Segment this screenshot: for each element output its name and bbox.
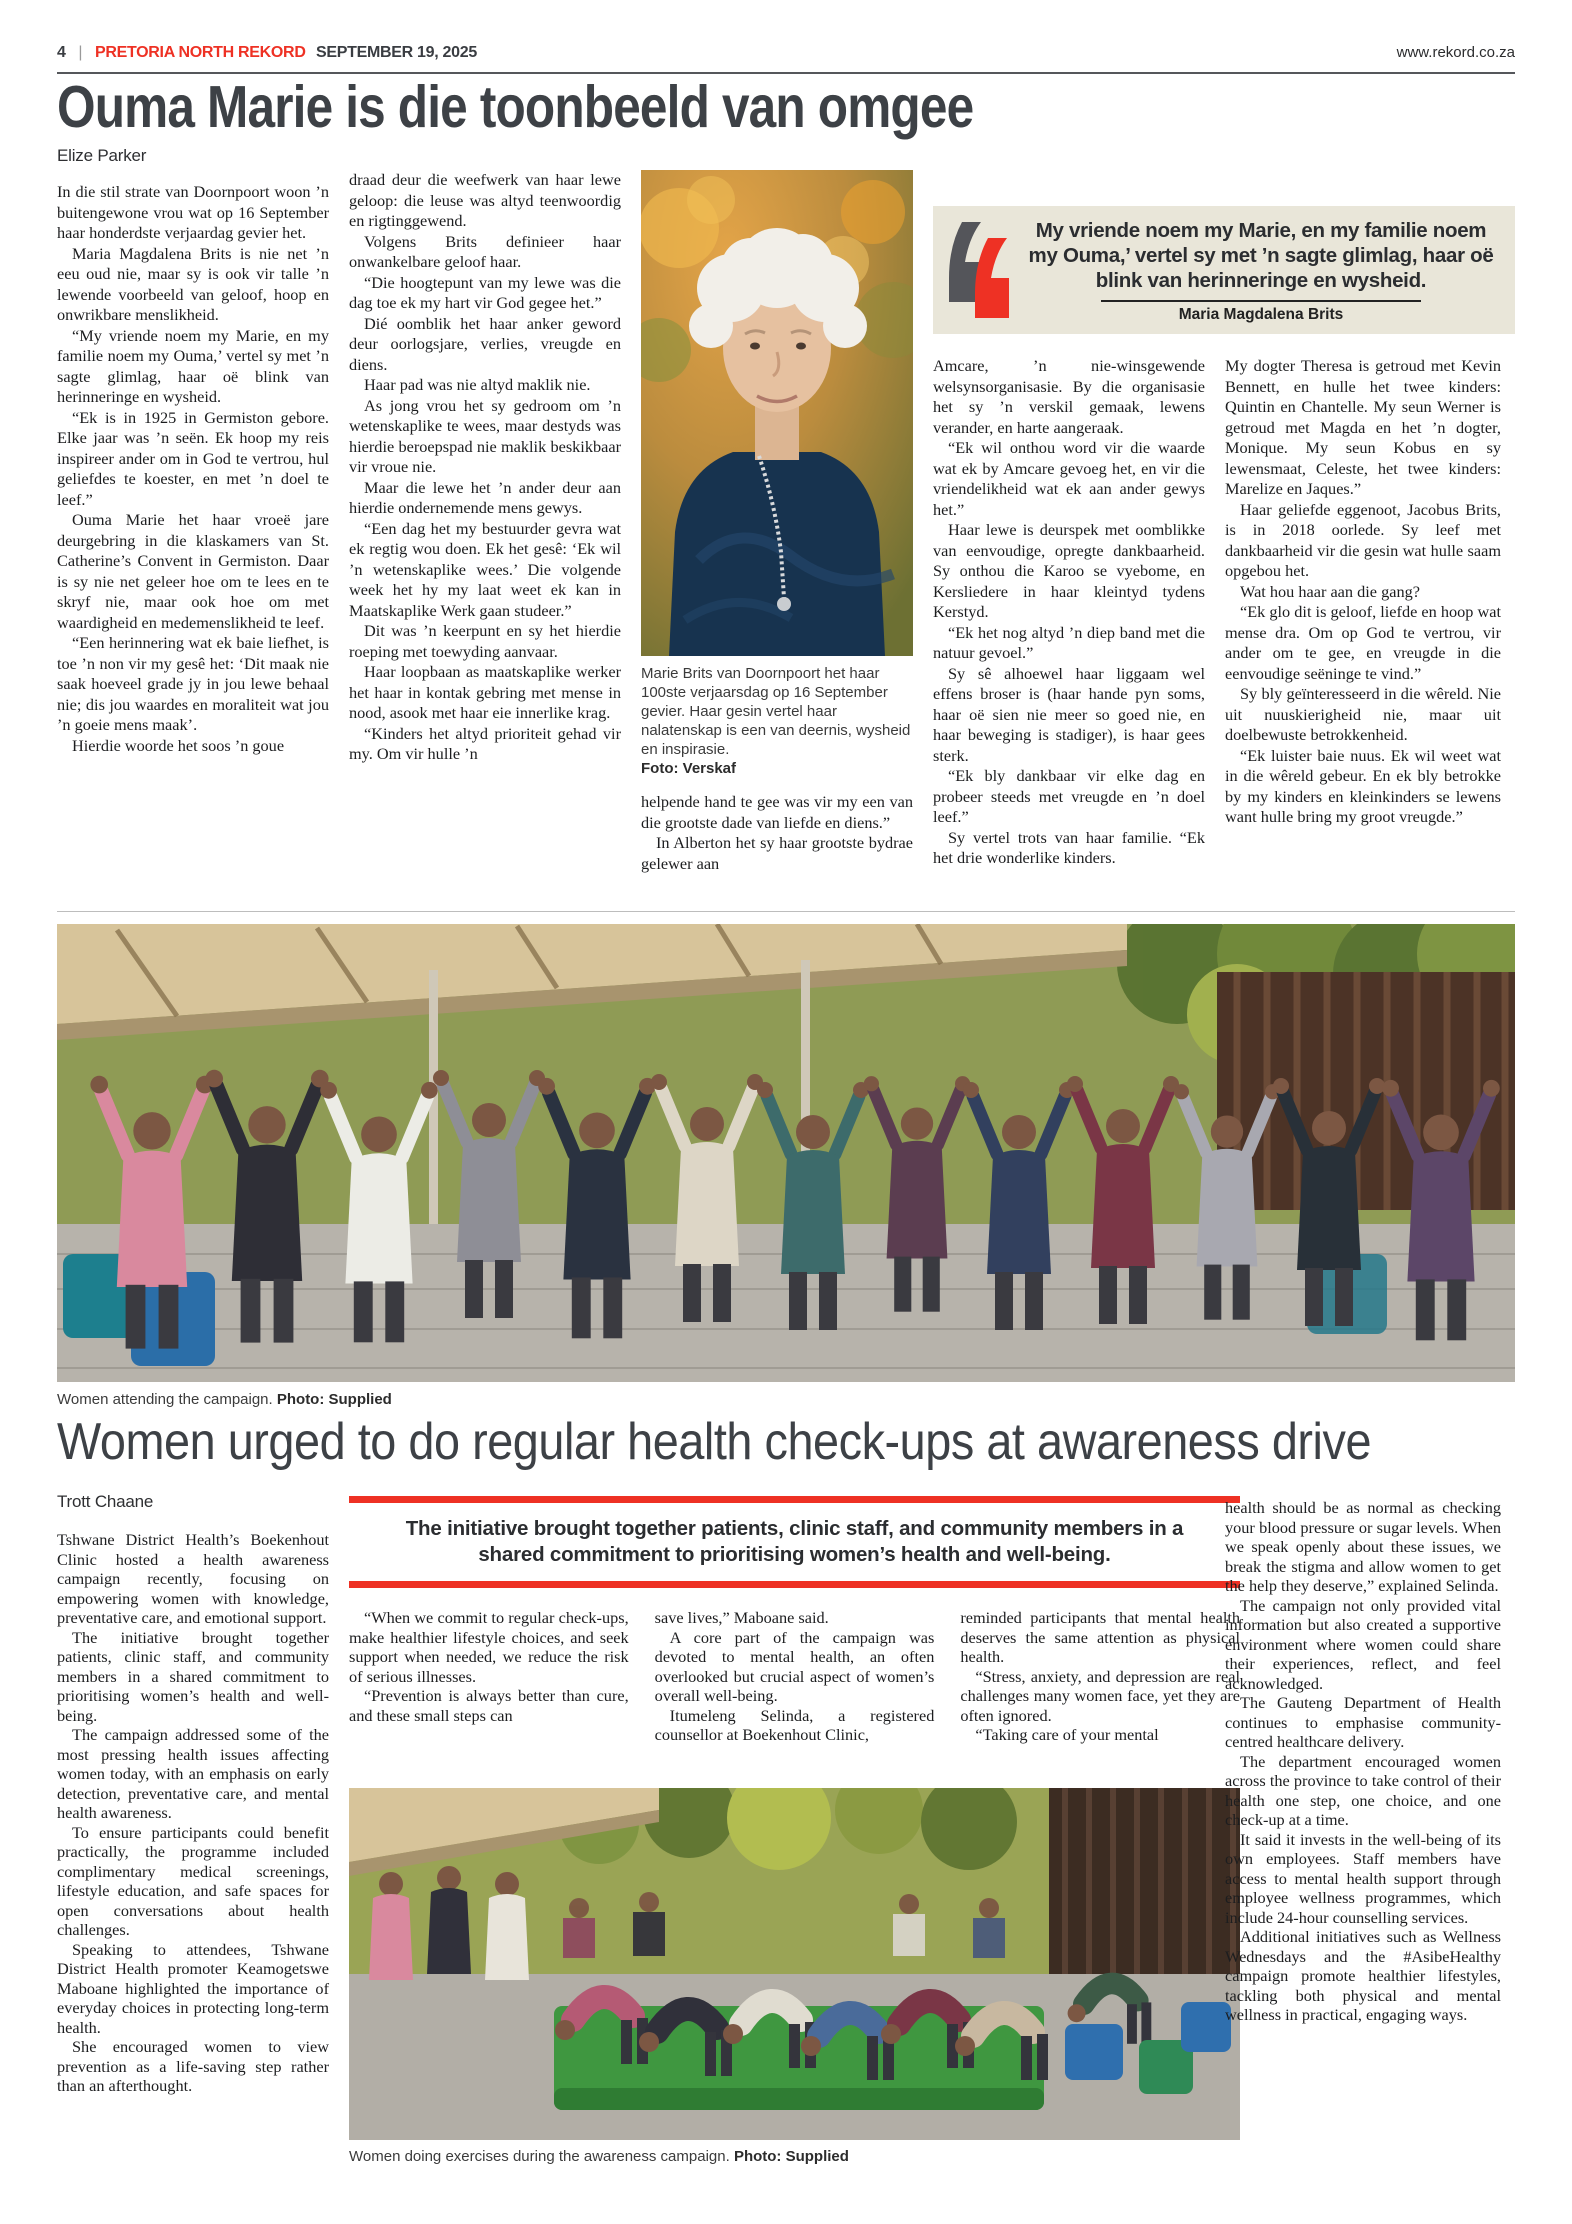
paragraph: The department encouraged women across the province to take control of their health one step, one choice, and one check-up at a time. xyxy=(1225,1751,1501,1829)
paragraph: Speaking to attendees, Tshwane District Health promoter Keamogetswe Maboane highlighted the importance of everyday choices in protecting long-term health. xyxy=(57,1939,329,2037)
paragraph: She encouraged women to view prevention as a life-saving step rather than an afterthought. xyxy=(57,2037,329,2095)
photo-exercise-session xyxy=(349,1788,1240,2140)
paragraph: The campaign addressed some of the most pressing health issues affecting women today, with an emphasis on early detection, preventative care, and mental health awareness. xyxy=(57,1725,329,1822)
article1-column-2 xyxy=(349,170,621,765)
paragraph: As jong vrou het sy gedroom om ’n wetenskaplike te wees, maar destyds was hierdie beroepspad nie maklik beskikbaar vir vroue nie. xyxy=(349,395,621,476)
paragraph: Additional initiatives such as Wellness Wednesdays and the #AsibeHealthy campaign promote healthier lifestyles, tackling both physical and mental wellness in practical, engaging ways. xyxy=(1225,1927,1501,2024)
article2-middle-columns xyxy=(349,1608,1240,1745)
article1-column-5 xyxy=(1225,356,1501,828)
paragraph: “Ek wil onthou word vir die waarde wat ek by Amcare gevoeg het, en vir die vriendelikheid wat ek aan ander gewys het.” xyxy=(933,438,1205,519)
article1-column-4 xyxy=(933,356,1205,869)
paragraph: save lives,” Maboane said. xyxy=(654,1608,829,1627)
article1-headline: Ouma Marie is die toonbeeld van omgee xyxy=(57,74,974,140)
photo1-caption xyxy=(57,1390,1515,1409)
paragraph: Maria Magdalena Brits is nie net ’n eeu oud nie, maar sy is ook vir talle ’n lewende voorbeeld van geloof, hoop en onwrikbare menslikheid. xyxy=(57,243,329,324)
header-separator: | xyxy=(78,44,83,61)
photo1-caption-text: Women attending the campaign. xyxy=(57,1391,277,1408)
article2-column-3 xyxy=(655,1608,935,1745)
paragraph: Tshwane District Health’s Boekenhout Clinic hosted a health awareness campaign recently, focusing on empowering women with knowledge, preventative care, and emotional support. xyxy=(57,1530,329,1627)
publication-name: PRETORIA NORTH REKORD xyxy=(94,44,306,61)
paragraph: The Gauteng Department of Health continues to emphasise community-centred healthcare delivery. xyxy=(1225,1693,1501,1751)
paragraph: “Kinders het altyd prioriteit gehad vir my. Om vir hulle ’n xyxy=(349,723,621,763)
section-divider xyxy=(57,911,1515,912)
paragraph: “Een herinnering wat ek baie liefhet, is toe ’n non vir my gesê het: ‘Dit maak nie saak hoeveel grade jy in jou lewe behaal nie; dis jou waardes en moraliteit wat jou ’n goeie mens maak’. xyxy=(57,633,329,734)
paragraph: Haar lewe is deurspek met oomblikke van eenvoudige, opregte dankbaarheid. Sy onthou die Karoo se vyebome, en Kersliedere in haar kleintyd tydens Kerstyd. xyxy=(933,520,1205,621)
paragraph: Sy bly geïnteresseerd in die wêreld. Nie uit nuuskierigheid nie, maar uit doelbewuste betrokkenheid. xyxy=(1225,684,1501,744)
article2-column-1 xyxy=(57,1530,329,2096)
portrait-caption-credit: Foto: Verskaf xyxy=(641,760,737,777)
article2-column-2 xyxy=(349,1608,629,1745)
issue-date: SEPTEMBER 19, 2025 xyxy=(316,44,477,61)
article1-byline: Elize Parker xyxy=(57,146,147,165)
page-header xyxy=(57,44,1515,62)
paragraph: Amcare, ’n nie-winsgewende welsynsorganisasie. By die organisasie het sy ’n verskil gemaak, lewens verander, en harte aangeraak. xyxy=(933,356,1205,437)
paragraph: Haar pad was nie altyd maklik nie. xyxy=(364,375,591,394)
paragraph: reminded participants that mental health deserves the same attention as physical health. xyxy=(960,1608,1241,1666)
page-header-left xyxy=(57,44,477,62)
paragraph: “Ek glo dit is geloof, liefde en hoop wat mense dra. Om op God te vertrou, vir ander om te gee, en vreugde in die eenvoudige seëninge te vind.” xyxy=(1225,602,1501,683)
paragraph: health should be as normal as checking your blood pressure or sugar levels. When we speak openly about these issues, we break the stigma and allow women to get the help they deserve,” explained Selinda. xyxy=(1225,1498,1501,1595)
paragraph: “Ek luister baie nuus. Ek wil weet wat in die wêreld gebeur. En ek bly betrokke by my kinders en kleinkinders se lewens want hulle bring my groot vreugde.” xyxy=(1225,745,1501,826)
paragraph: Dit was ’n keerpunt en sy het hierdie roeping met toewyding aanvaar. xyxy=(349,621,621,661)
article1-column-1 xyxy=(57,146,329,756)
article2-column-5 xyxy=(1225,1498,1501,2025)
paragraph: In Alberton het sy haar grootste bydrae gelewer aan xyxy=(641,833,913,873)
paragraph: “Ek is in 1925 in Germiston gebore. Elke jaar was ’n seën. Ek hoop my reis inspireer ander om in God te vertrou, hul geliefdes te koester, en met ’n doel te leef.” xyxy=(57,407,329,509)
paragraph: Ouma Marie het haar vroeë jare deurgebring in die klaskamers van St. Catherine’s Convent in Germiston. Daar is sy nie net geleer hoe om te lees en te skryf nie, maar ook hoe om met waardigheid en medemenslikheid te leef. xyxy=(57,510,329,632)
paragraph: “Een dag het my bestuurder gevra wat ek regtig wou doen. Ek het gesê: ‘Ek wil ’n wetenskaplike wees.’ Die volgende week het hy my laat weet ek kan in Maatskaplike Werk gaan studeer.” xyxy=(349,518,621,620)
quote-icon xyxy=(947,222,1011,320)
paragraph: “Stress, anxiety, and depression are real challenges many women face, yet they are often ignored. xyxy=(960,1666,1241,1725)
article2-pullquote xyxy=(349,1496,1240,1588)
paragraph: Dié oomblik het haar anker geword deur oorlogsjare, verlies, vreugde en diens. xyxy=(349,313,621,374)
paragraph: The initiative brought together patients, clinic staff, and community members in a shared commitment to prioritising women’s health and well-being. xyxy=(57,1627,329,1725)
paragraph: The campaign not only provided vital information but also created a supportive environment where women could share their experiences, reflect, and feel acknowledged. xyxy=(1225,1595,1501,1693)
article2-column-4 xyxy=(960,1608,1240,1745)
article2-byline: Trott Chaane xyxy=(57,1492,154,1511)
paragraph: Haar loopbaan as maatskaplike werker het haar in kontak gebring met mense in nood, asook met haar eie innerlike krag. xyxy=(349,662,621,722)
article2-pullquote-text: The initiative brought together patients, clinic staff, and community members in a shared commitment to prioritising women’s health and well-being. xyxy=(405,1517,1184,1566)
pullquote-divider xyxy=(1101,300,1422,302)
portrait-caption-text: Marie Brits van Doornpoort het haar 100ste verjaarsdag op 16 September gevier. Haar gesin vertel haar nalatenskap is een van deernis, wysheid en inspirasie. xyxy=(641,665,911,758)
portrait-caption xyxy=(641,664,913,778)
paragraph: “Ek bly dankbaar vir elke dag en probeer steeds met vreugde en ’n doel leef.” xyxy=(933,766,1205,826)
pullquote-attribution: Maria Magdalena Brits xyxy=(1178,306,1344,323)
paragraph: To ensure participants could benefit practically, the programme included complimentary medical screenings, lifestyle education, and safe spaces for open conversations about health challenges. xyxy=(57,1822,329,1939)
article2-headline: Women urged to do regular health check-ups at awareness drive xyxy=(57,1413,1372,1471)
paragraph: “When we commit to regular check-ups, make healthier lifestyle choices, and seek support when needed, we reduce the risk of serious illnesses. xyxy=(349,1608,629,1686)
paragraph: In die stil strate van Doornpoort woon ’n buitengewone vrou wat op 16 September haar honderdste verjaardag gevier het. xyxy=(57,182,329,242)
page-number: 4 xyxy=(57,44,66,61)
article1-column-3 xyxy=(641,170,913,874)
photo-campaign-attendees xyxy=(57,924,1515,1382)
photo2-caption xyxy=(349,2147,1240,2166)
article1-col3-text xyxy=(641,792,913,874)
photo2-caption-text: Women doing exercises during the awareness campaign. xyxy=(349,2148,734,2165)
paragraph: Itumeleng Selinda, a registered counsellor at Boekenhout Clinic, xyxy=(654,1705,935,1744)
paragraph: “Prevention is always better than cure, and these small steps can xyxy=(349,1686,629,1725)
photo2-caption-credit: Photo: Supplied xyxy=(733,2148,849,2165)
paragraph: Sy vertel trots van haar familie. “Ek het drie wonderlike kinders. xyxy=(933,827,1205,867)
paragraph: “Taking care of your mental xyxy=(975,1725,1159,1744)
paragraph: Wat hou haar aan die gang? xyxy=(1240,581,1420,601)
paragraph: Hierdie woorde het soos ’n goue xyxy=(72,735,285,755)
article1-col1-text xyxy=(57,182,329,756)
paragraph: helpende hand te gee was vir my een van die grootste dade van liefde en diens.” xyxy=(641,792,913,832)
paragraph: Volgens Brits definieer haar onwankelbare geloof haar. xyxy=(349,231,621,271)
paragraph: My dogter Theresa is getroud met Kevin Bennett, en hulle het twee kinders: Quintin en Chantelle. My seun Werner is getroud met Magda en het ’n dogter, Monique. My seun Kobus en sy lewensmaat, Celeste, het twee kinders: Marelize en Jaques.” xyxy=(1225,356,1501,498)
article1-pullquote xyxy=(933,206,1515,334)
paragraph: Haar geliefde eggenoot, Jacobus Brits, is in 2018 oorlede. Sy leef met dankbaarheid vir die gesin wat hulle saam opgebou het. xyxy=(1225,499,1501,580)
photo-marie-brits xyxy=(641,170,913,656)
paragraph: draad deur die weefwerk van haar lewe geloop: die leuse was altyd teenwoordig en rigtinggewend. xyxy=(349,170,621,230)
pullquote-text: My vriende noem my Marie, en my familie noem my Ouma,’ vertel sy met ’n sagte glimlag, haar oë blink van herinneringe en wysheid. xyxy=(1028,219,1494,292)
website-url: www.rekord.co.za xyxy=(1396,44,1515,61)
paragraph: “Die hoogtepunt van my lewe was die dag toe ek my hart vir God gegee het.” xyxy=(349,272,621,312)
paragraph: A core part of the campaign was devoted to mental health, an often overlooked but crucial aspect of women’s overall well-being. xyxy=(654,1627,935,1705)
paragraph: It said it invests in the well-being of its own employees. Staff members have access to mental health support through employee wellness programmes, which include 24-hour counselling services. xyxy=(1225,1829,1501,1927)
paragraph: “My vriende noem my Marie, en my familie noem my Ouma,’ vertel sy met ’n sagte glimlag, haar oë blink van herinneringe en wysheid. xyxy=(57,325,329,406)
paragraph: Maar die lewe het ’n ander deur aan hierdie ondernemende mens gewys. xyxy=(349,477,621,517)
paragraph: “Ek het nog altyd ’n diep band met die natuur gevoel.” xyxy=(933,622,1205,662)
paragraph: Sy sê alhoewel haar liggaam wel effens broser is (haar hande pyn soms, haar oë sien nie meer so goed nie, en haar beweging is stadiger), is haar gees sterk. xyxy=(933,663,1205,765)
photo1-caption-credit: Photo: Supplied xyxy=(276,1391,392,1408)
